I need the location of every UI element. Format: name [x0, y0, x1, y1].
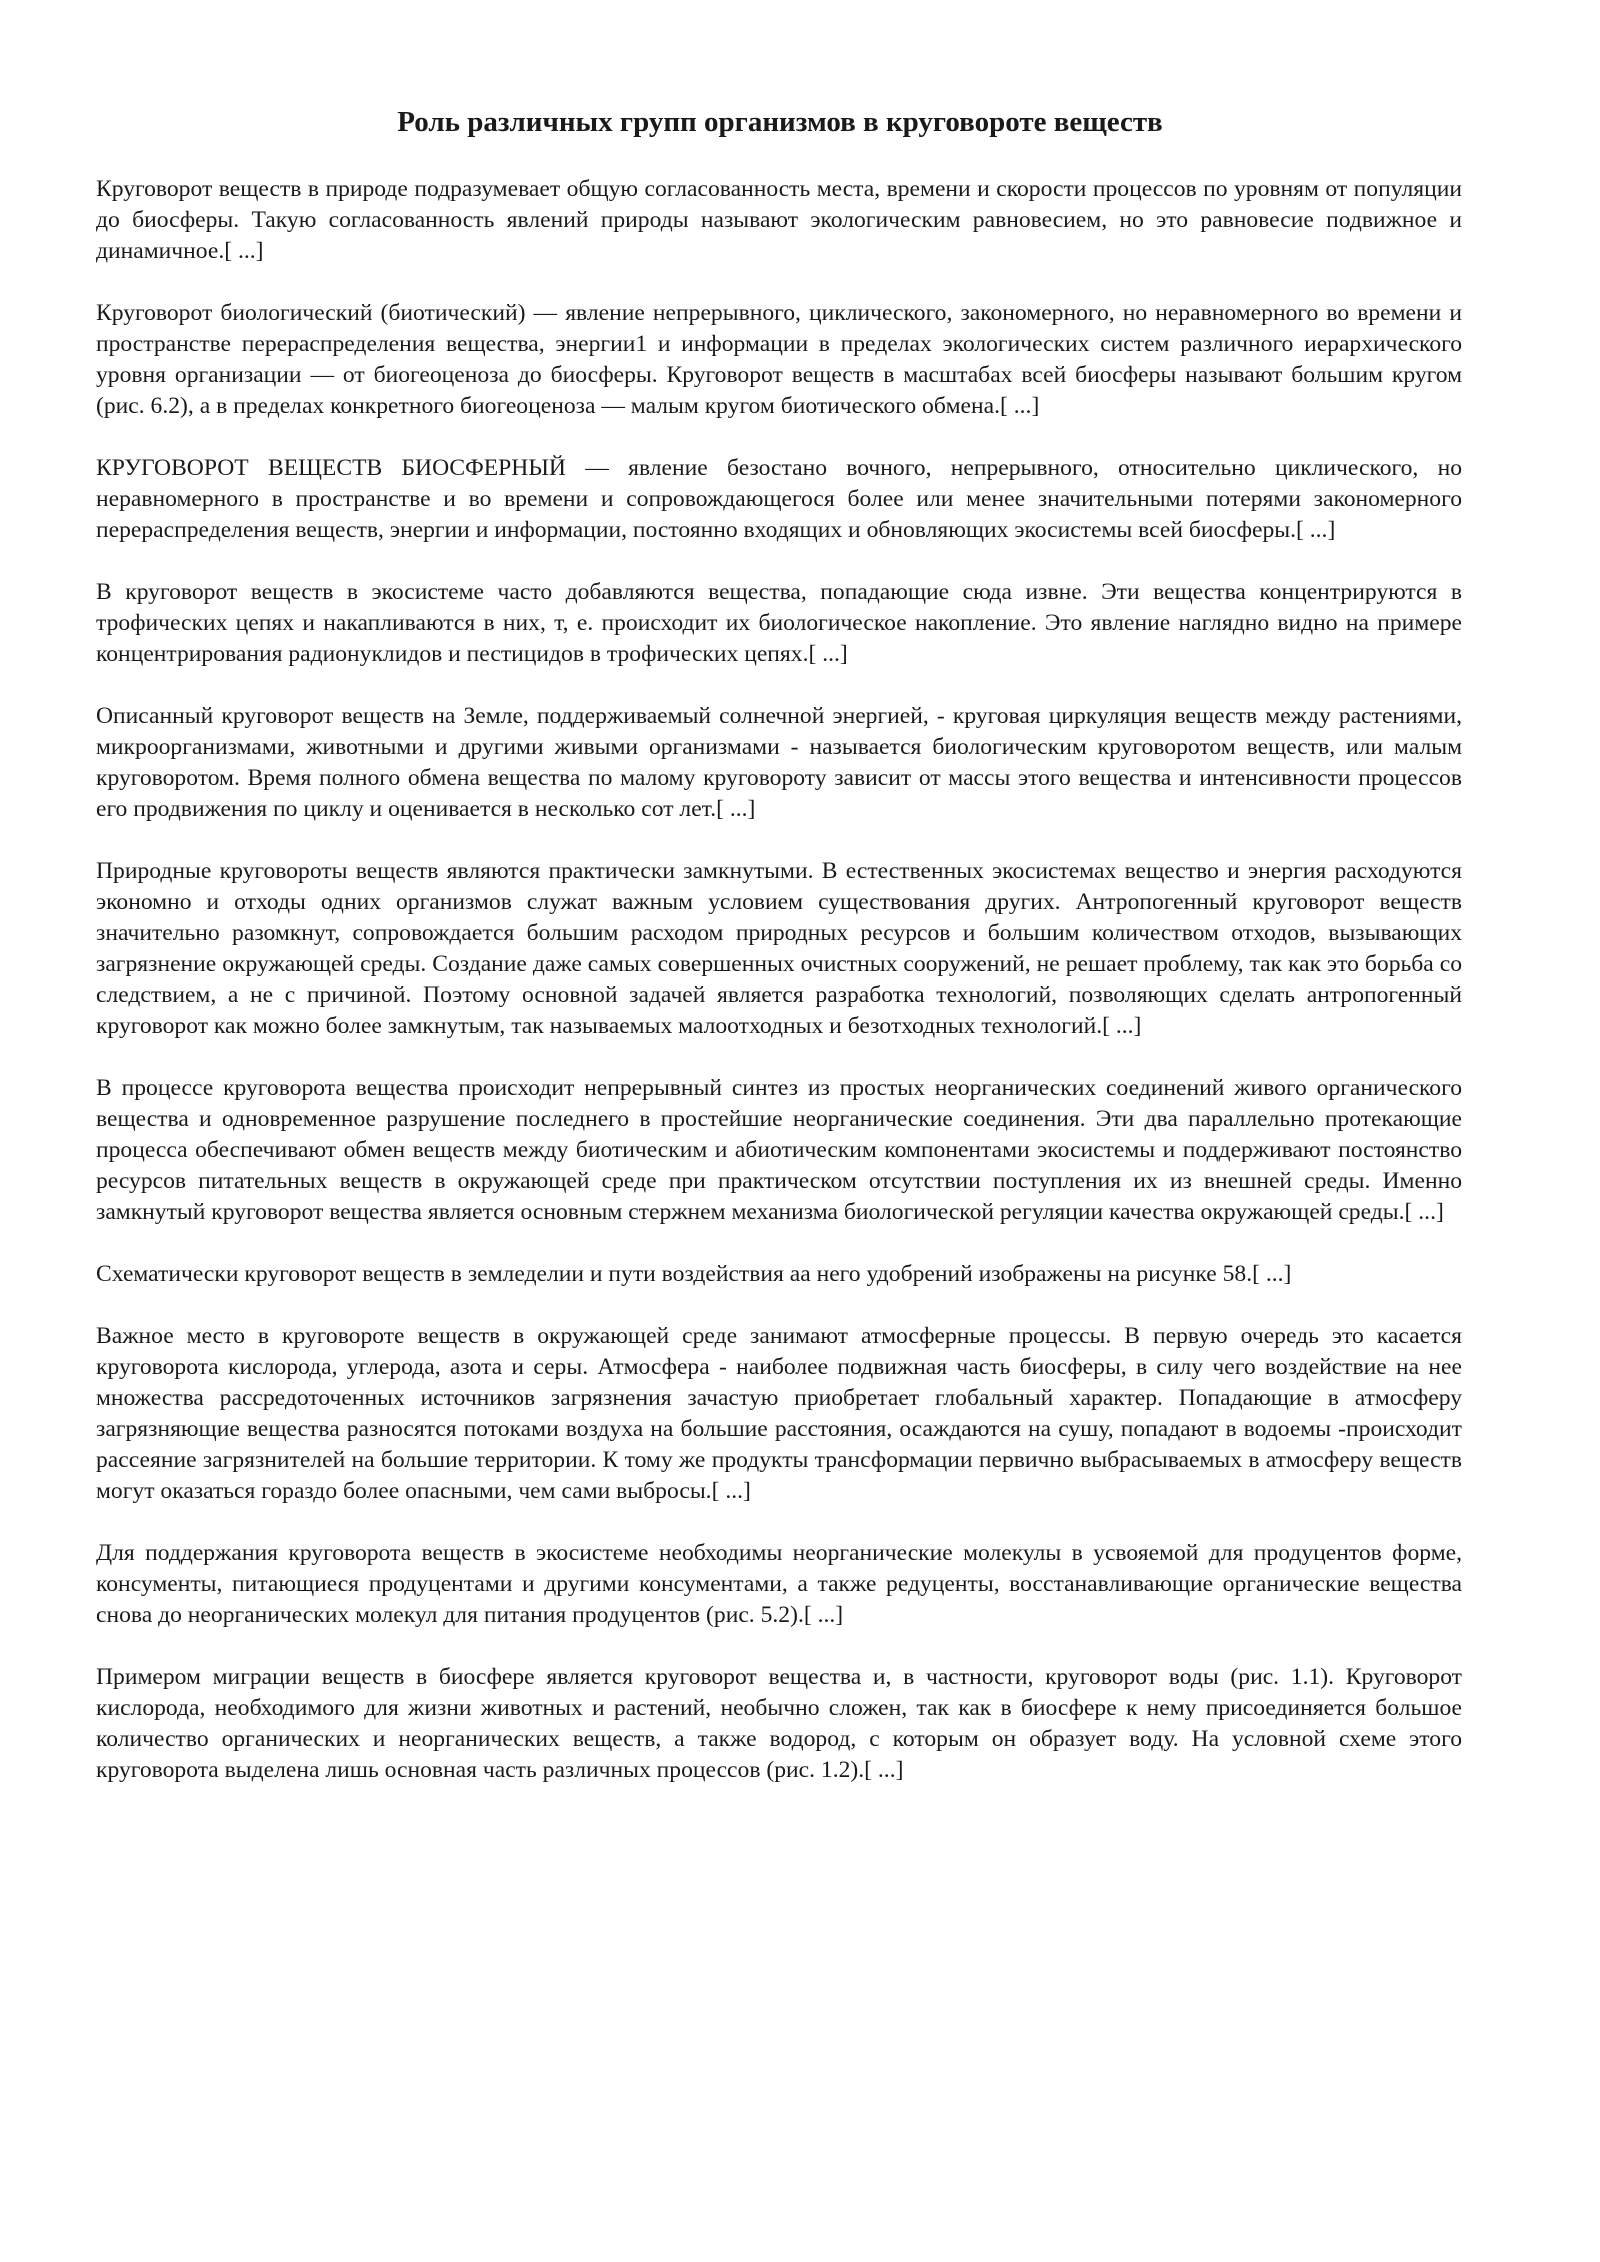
paragraph: В процессе круговорота вещества происходит непрерывный синтез из простых неорганических соединений живого органического вещества и одновременное разрушение последнего в простейшие неорганические соединения. Эти два параллельно протекающие процесса обеспечивают обмен веществ между биотическим и абиотическим компонентами экосистемы и поддерживают постоянство ресурсов питательных веществ в окружающей среде при практическом отсутствии поступления их из внешней среды. Именно замкнутый круговорот вещества является основным стержнем механизма биологической регуляции качества окружающей среды.[ ...]: [96, 1075, 1462, 1225]
paragraph: Природные круговороты веществ являются практически замкнутыми. В естественных экосистемах вещество и энергия расходуются экономно и отходы одних организмов служат важным условием существования других. Антропогенный круговорот веществ значительно разомкнут, сопровождается большим расходом природных ресурсов и большим количеством отходов, вызывающих загрязнение окружающей среды. Создание даже самых совершенных очистных сооружений, не решает проблему, так как это борьба со следствием, а не с причиной. Поэтому основной задачей является разработка технологий, позволяющих сделать антропогенный круговорот как можно более замкнутым, так называемых малоотходных и безотходных технологий.[ ...]: [96, 858, 1462, 1039]
paragraph: Примером миграции веществ в биосфере является круговорот вещества и, в частности, круговорот воды (рис. 1.1). Круговорот кислорода, необходимого для жизни животных и растений, необычно сложен, так как в биосфере к нему присоединяется большое количество органических и неорганических веществ, а также водород, с которым он образует воду. На условной схеме этого круговорота выделена лишь основная часть различных процессов (рис. 1.2).[ ...]: [96, 1664, 1462, 1783]
paragraph: Круговорот веществ в природе подразумевает общую согласованность места, времени и скорости процессов по уровням от популяции до биосферы. Такую согласованность явлений природы называют экологическим равновесием, но это равновесие подвижное и динамичное.[ ...]: [96, 176, 1462, 264]
paragraph: Круговорот биологический (биотический) — явление непрерывного, циклического, закономерного, но неравномерного во времени и пространстве перераспределения вещества, энергии1 и информации в пределах экологических систем различного иерархического уровня организации — от биогеоценоза до биосферы. Круговорот веществ в масштабах всей биосферы называют большим кругом (рис. 6.2), а в пределах конкретного биогеоценоза — малым кругом биотического обмена.[ ...]: [96, 300, 1462, 419]
paragraph: Описанный круговорот веществ на Земле, поддерживаемый солнечной энергией, - круговая циркуляция веществ между растениями, микроорганизмами, животными и другими живыми организмами - называется биологическим круговоротом веществ, или малым круговоротом. Время полного обмена вещества по малому круговороту зависит от массы этого вещества и интенсивности процессов его продвижения по циклу и оценивается в несколько сот лет.[ ...]: [96, 703, 1462, 822]
paragraph: Важное место в круговороте веществ в окружающей среде занимают атмосферные процессы. В первую очередь это касается круговорота кислорода, углерода, азота и серы. Атмосфера - наиболее подвижная часть биосферы, в силу чего воздействие на нее множества рассредоточенных источников загрязнения зачастую приобретает глобальный характер. Попадающие в атмосферу загрязняющие вещества разносятся потоками воздуха на большие расстояния, осаждаются на сушу, попадают в водоемы -происходит рассеяние загрязнителей на большие территории. К тому же продукты трансформации первично выбрасываемых в атмосферу веществ могут оказаться гораздо более опасными, чем сами выбросы.[ ...]: [96, 1323, 1462, 1504]
paragraph: КРУГОВОРОТ ВЕЩЕСТВ БИОСФЕРНЫЙ — явление безостано вочного, непрерывного, относительно циклического, но неравномерного в пространстве и во времени и сопровождающегося более или менее значительными потерями закономерного перераспределения веществ, энергии и информации, постоянно входящих и обновляющих экосистемы всей биосферы.[ ...]: [96, 455, 1462, 543]
page-title: Роль различных групп организмов в круговороте веществ: [397, 106, 1163, 138]
paragraph: В круговорот веществ в экосистеме часто добавляются вещества, попадающие сюда извне. Эти вещества концентрируются в трофических цепях и накапливаются в них, т, е. происходит их биологическое накопление. Это явление наглядно видно на примере концентрирования радионуклидов и пестицидов в трофических цепях.[ ...]: [96, 579, 1462, 667]
paragraph: Схематически круговорот веществ в земледелии и пути воздействия аа него удобрений изображены на рисунке 58.[ ...]: [96, 1261, 1292, 1287]
paragraph: Для поддержания круговорота веществ в экосистеме необходимы неорганические молекулы в усвояемой для продуцентов форме, консументы, питающиеся продуцентами и другими консументами, а также редуценты, восстанавливающие органические вещества снова до неорганических молекул для питания продуцентов (рис. 5.2).[ ...]: [96, 1540, 1462, 1628]
document-page: [96, 104, 1462, 1817]
